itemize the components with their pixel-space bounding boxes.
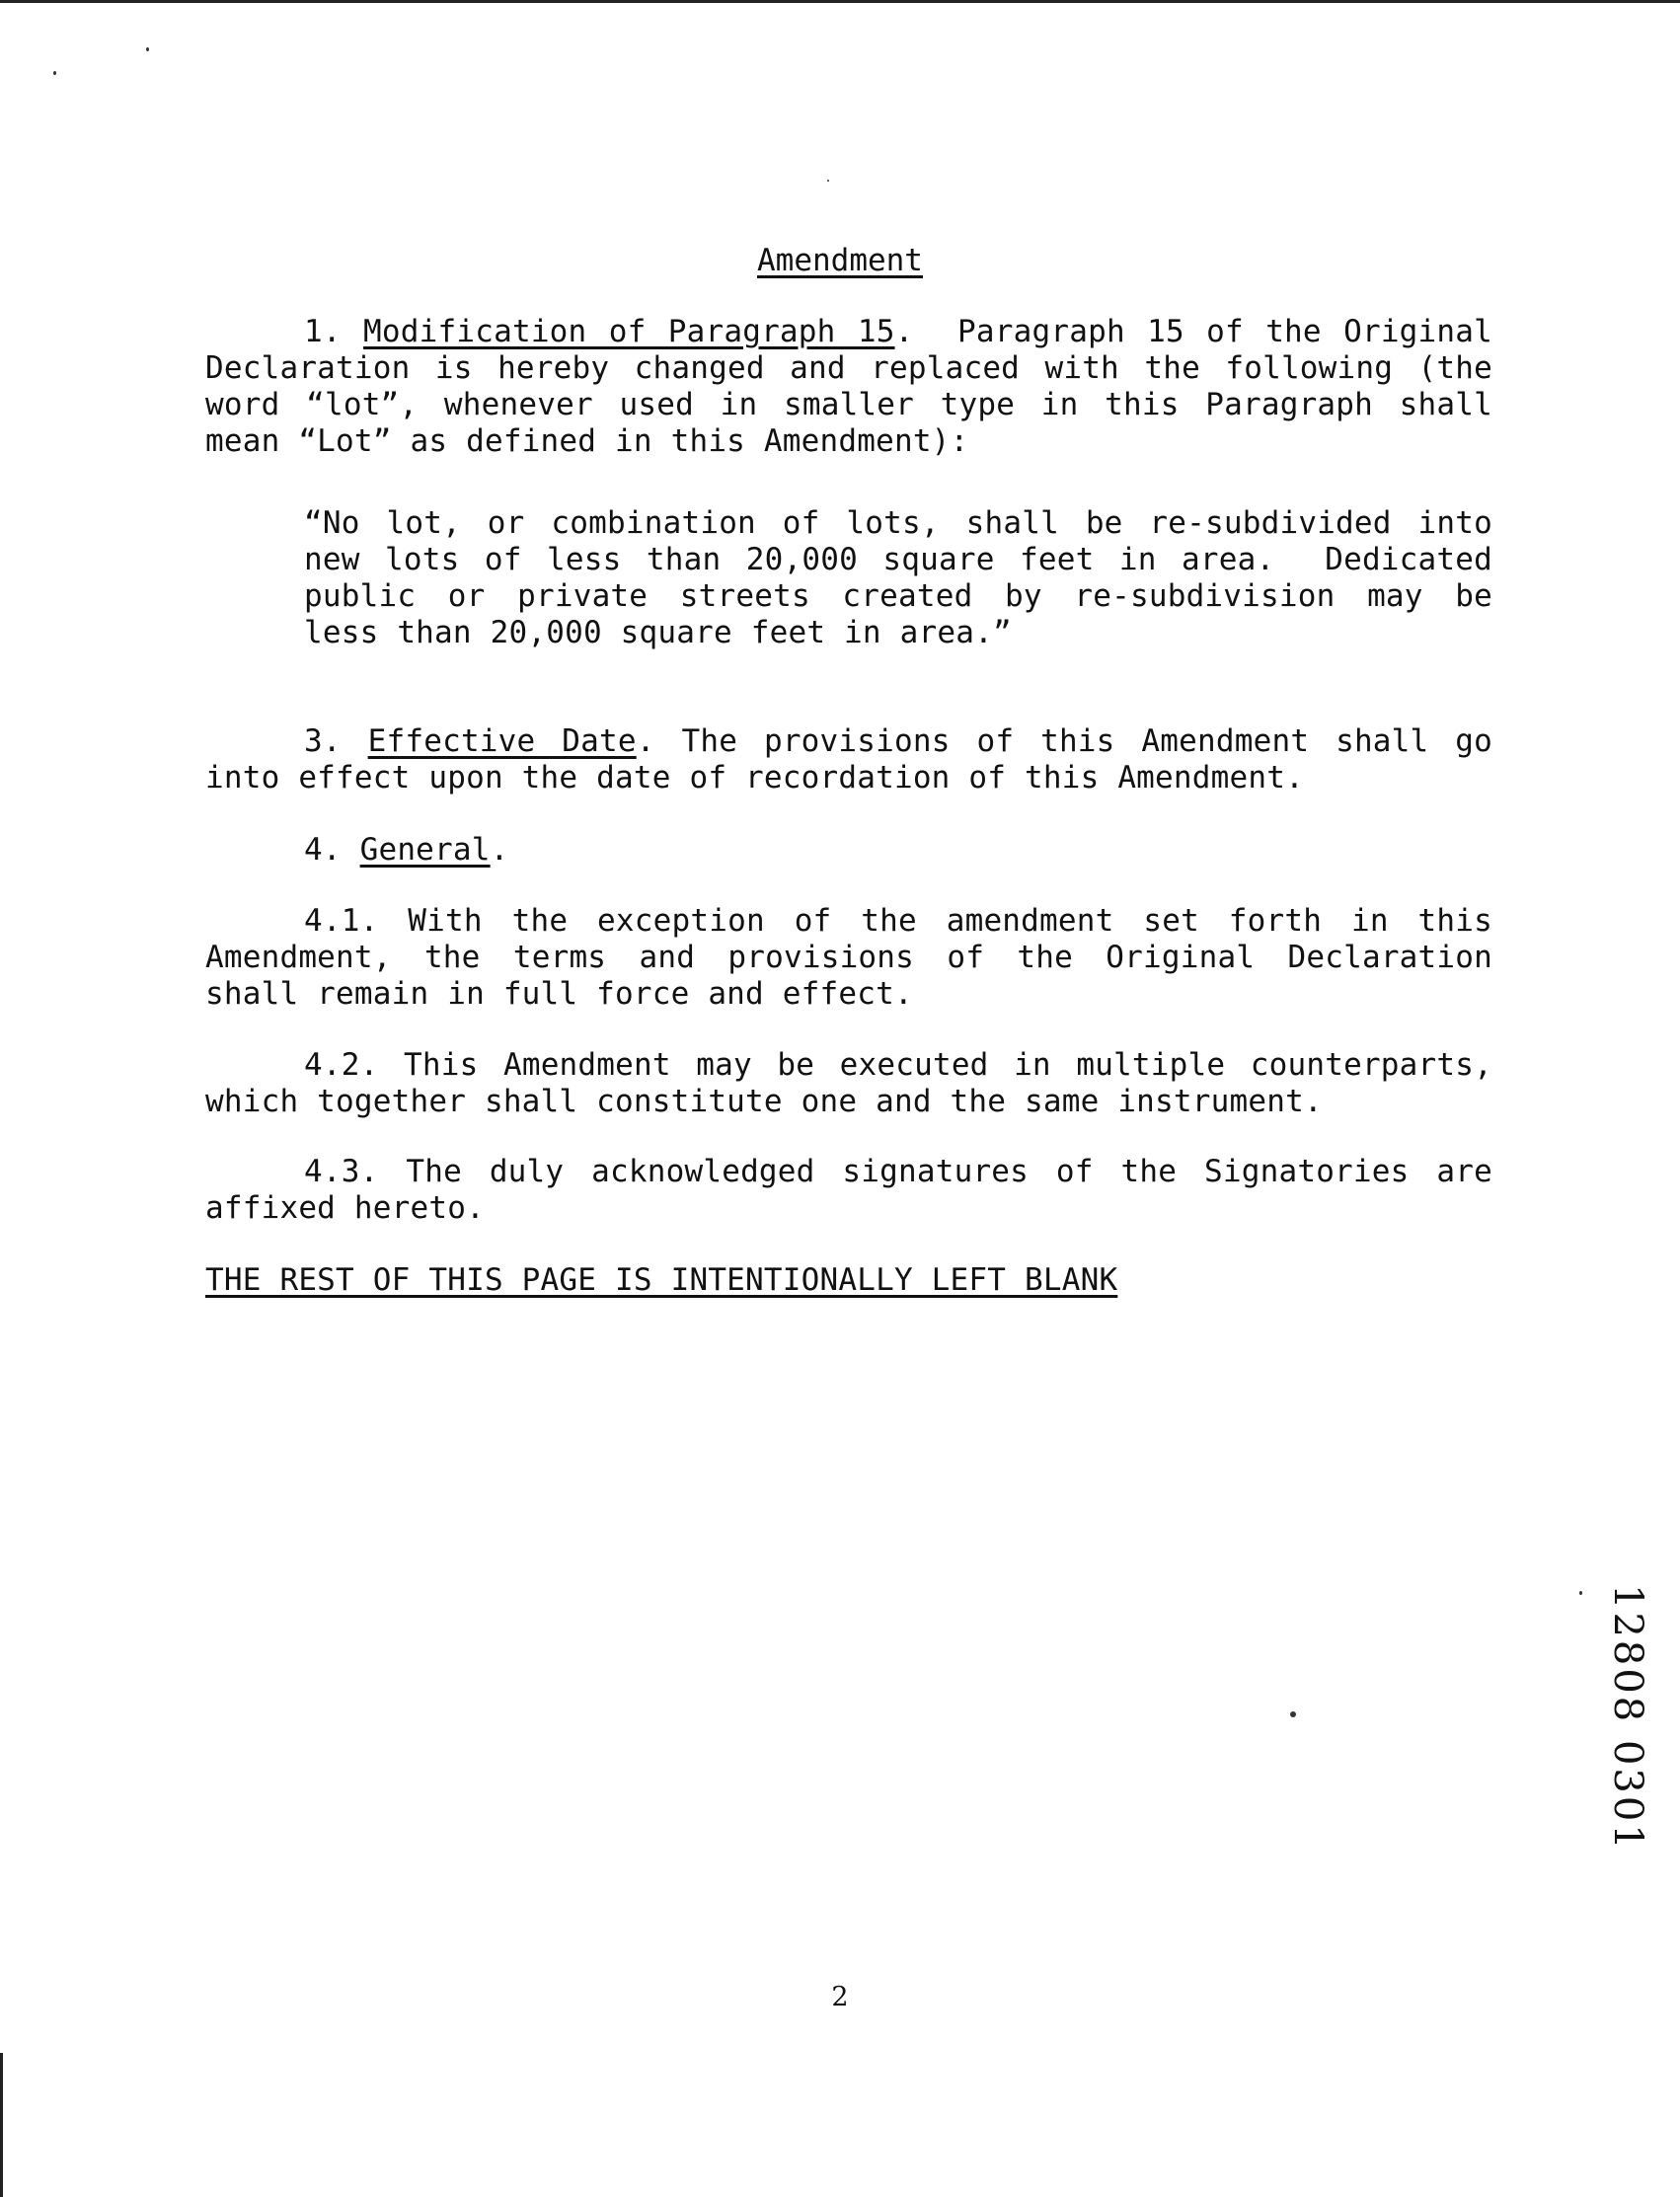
quote-line: less than 20,000 square feet in area.” [304, 615, 1012, 650]
section-3-number: 3. [304, 723, 368, 759]
section-1 [205, 314, 1492, 460]
scan-speck [146, 47, 149, 51]
section-3-line [205, 723, 1492, 760]
section-3-line: into effect upon the date of recordation of this Amendment. [205, 760, 1304, 795]
section-4-1-line: Amendment, the terms and provisions of the Original Declaration [205, 940, 1492, 975]
scan-speck [1290, 1711, 1296, 1717]
section-4-heading: General [359, 832, 491, 868]
section-3 [205, 723, 1492, 796]
section-3-heading: Effective Date [367, 723, 637, 759]
section-1-line: mean “Lot” as defined in this Amendment): [205, 423, 969, 459]
section-1-heading: Modification of Paragraph 15 [363, 314, 895, 349]
section-1-line: word “lot”, whenever used in smaller type in this Paragraph shall [205, 387, 1492, 422]
quoted-paragraph [304, 505, 1492, 651]
document-title [0, 243, 1680, 279]
section-4-3-line: 4.3. The duly acknowledged signatures of the Signatories are [304, 1154, 1492, 1189]
section-1-number: 1. [304, 314, 364, 349]
scan-speck [1579, 1591, 1582, 1595]
section-4-2-line: which together shall constitute one and the same instrument. [205, 1084, 1323, 1119]
quote-line: public or private streets created by re-subdivision may be [304, 578, 1492, 614]
section-4-2-line: 4.2. This Amendment may be executed in multiple counterparts, [304, 1047, 1492, 1083]
scan-speck [827, 180, 829, 182]
quote-line: “No lot, or combination of lots, shall be re-subdivided into [304, 505, 1492, 541]
section-1-line: Declaration is hereby changed and replaced with the following (the [205, 350, 1492, 386]
section-4-1-line: 4.1. With the exception of the amendment set forth in this [304, 903, 1492, 939]
section-4-2 [205, 1047, 1492, 1120]
quote-line: new lots of less than 20,000 square feet in area. Dedicated [304, 542, 1492, 577]
page-number: 2 [831, 1982, 849, 2012]
recording-stamp-number: 12808 0301 [1605, 1584, 1650, 1853]
section-4 [205, 832, 1492, 869]
section-4-3-line: affixed hereto. [205, 1190, 485, 1226]
section-4-tail: . [490, 832, 509, 868]
section-4-1-line: shall remain in full force and effect. [205, 976, 913, 1012]
section-4-3 [205, 1154, 1492, 1227]
section-1-line [205, 314, 1492, 350]
scan-top-edge [0, 0, 1680, 3]
title-text: Amendment [757, 243, 923, 278]
section-4-number: 4. [304, 832, 360, 868]
scan-speck [53, 71, 56, 75]
section-3-text: . The provisions of this Amendment shall go [636, 723, 1493, 759]
recording-stamp [1599, 1584, 1658, 1860]
blank-notice-text: THE REST OF THIS PAGE IS INTENTIONALLY LEFT BLANK [205, 1262, 1118, 1298]
section-4-1 [205, 903, 1492, 1013]
section-1-text: . Paragraph 15 of the Original [894, 314, 1492, 349]
section-4-line [205, 832, 1492, 869]
blank-notice [205, 1262, 1492, 1299]
scan-left-edge [0, 2053, 3, 2197]
